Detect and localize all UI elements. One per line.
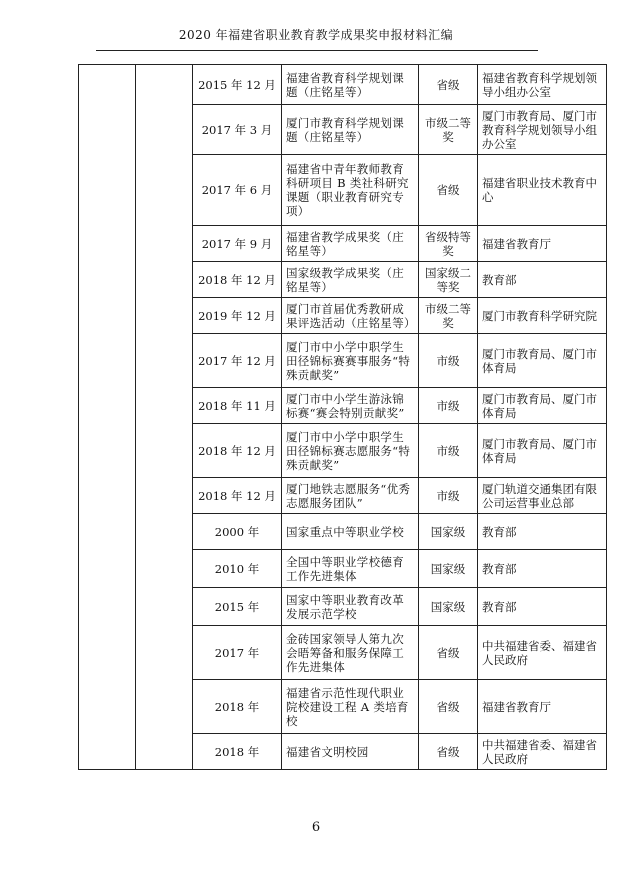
date-cell: 2015 年 (193, 588, 282, 626)
issuer-cell: 厦门市教育局、厦门市体育局 (478, 334, 607, 388)
level-cell: 市级 (419, 388, 478, 424)
level-cell: 国家级 (419, 550, 478, 588)
issuer-cell: 厦门市教育局、厦门市体育局 (478, 424, 607, 478)
award-name-cell: 厦门市教育科学规划课题（庄铭星等） (282, 105, 419, 155)
award-name-cell: 国家级教学成果奖（庄铭星等） (282, 262, 419, 298)
level-cell: 市级 (419, 478, 478, 514)
award-name-cell: 福建省文明校园 (282, 734, 419, 770)
level-cell: 国家级 (419, 588, 478, 626)
level-cell: 市级二等奖 (419, 105, 478, 155)
issuer-cell: 中共福建省委、福建省人民政府 (478, 626, 607, 680)
level-cell: 省级 (419, 680, 478, 734)
category-cell (79, 65, 136, 770)
issuer-cell: 厦门市教育科学研究院 (478, 298, 607, 334)
date-cell: 2018 年 11 月 (193, 388, 282, 424)
issuer-cell: 福建省教育厅 (478, 226, 607, 262)
award-name-cell: 厦门地铁志愿服务“优秀志愿服务团队” (282, 478, 419, 514)
award-name-cell: 国家中等职业教育改革发展示范学校 (282, 588, 419, 626)
level-cell: 市级 (419, 424, 478, 478)
page-number: 6 (311, 820, 321, 835)
table-row (79, 65, 607, 105)
date-cell: 2019 年 12 月 (193, 298, 282, 334)
level-cell: 省级 (419, 626, 478, 680)
issuer-cell: 中共福建省委、福建省人民政府 (478, 734, 607, 770)
awards-table (78, 64, 607, 770)
issuer-cell: 教育部 (478, 262, 607, 298)
issuer-cell: 教育部 (478, 550, 607, 588)
issuer-cell: 厦门市教育局、厦门市体育局 (478, 388, 607, 424)
header-divider (96, 50, 538, 51)
award-name-cell: 福建省教育科学规划课题（庄铭星等） (282, 65, 419, 105)
award-name-cell: 厦门市中小学中职学生田径锦标赛赛事服务“特殊贡献奖” (282, 334, 419, 388)
level-cell: 市级 (419, 334, 478, 388)
level-cell: 省级 (419, 155, 478, 226)
date-cell: 2018 年 12 月 (193, 424, 282, 478)
running-header: 2020 年福建省职业教育教学成果奖申报材料汇编 (178, 28, 454, 42)
issuer-cell: 福建省职业技术教育中心 (478, 155, 607, 226)
issuer-cell: 厦门市教育局、厦门市教育科学规划领导小组办公室 (478, 105, 607, 155)
level-cell: 省级 (419, 65, 478, 105)
award-name-cell: 福建省示范性现代职业院校建设工程 A 类培育校 (282, 680, 419, 734)
issuer-cell: 福建省教育科学规划领导小组办公室 (478, 65, 607, 105)
issuer-cell: 教育部 (478, 514, 607, 550)
award-name-cell: 厦门市首届优秀教研成果评选活动（庄铭星等） (282, 298, 419, 334)
date-cell: 2017 年 (193, 626, 282, 680)
date-cell: 2017 年 3 月 (193, 105, 282, 155)
award-name-cell: 国家重点中等职业学校 (282, 514, 419, 550)
issuer-cell: 厦门轨道交通集团有限公司运营事业总部 (478, 478, 607, 514)
award-name-cell: 厦门市中小学中职学生田径锦标赛志愿服务“特殊贡献奖” (282, 424, 419, 478)
level-cell: 市级二等奖 (419, 298, 478, 334)
award-name-cell: 福建省教学成果奖（庄铭星等） (282, 226, 419, 262)
date-cell: 2018 年 12 月 (193, 478, 282, 514)
award-name-cell: 金砖国家领导人第九次会晤筹备和服务保障工作先进集体 (282, 626, 419, 680)
level-cell: 国家级二等奖 (419, 262, 478, 298)
date-cell: 2018 年 12 月 (193, 262, 282, 298)
date-cell: 2017 年 12 月 (193, 334, 282, 388)
award-name-cell: 福建省中青年教师教育科研项目 B 类社科研究课题（职业教育研究专项） (282, 155, 419, 226)
date-cell: 2010 年 (193, 550, 282, 588)
date-cell: 2017 年 6 月 (193, 155, 282, 226)
level-cell: 省级特等奖 (419, 226, 478, 262)
level-cell: 国家级 (419, 514, 478, 550)
date-cell: 2017 年 9 月 (193, 226, 282, 262)
level-cell: 省级 (419, 734, 478, 770)
date-cell: 2018 年 (193, 734, 282, 770)
award-name-cell: 全国中等职业学校德育工作先进集体 (282, 550, 419, 588)
award-name-cell: 厦门市中小学生游泳锦标赛“赛会特别贡献奖” (282, 388, 419, 424)
date-cell: 2018 年 (193, 680, 282, 734)
issuer-cell: 教育部 (478, 588, 607, 626)
date-cell: 2000 年 (193, 514, 282, 550)
issuer-cell: 福建省教育厅 (478, 680, 607, 734)
subcategory-cell (136, 65, 193, 770)
date-cell: 2015 年 12 月 (193, 65, 282, 105)
